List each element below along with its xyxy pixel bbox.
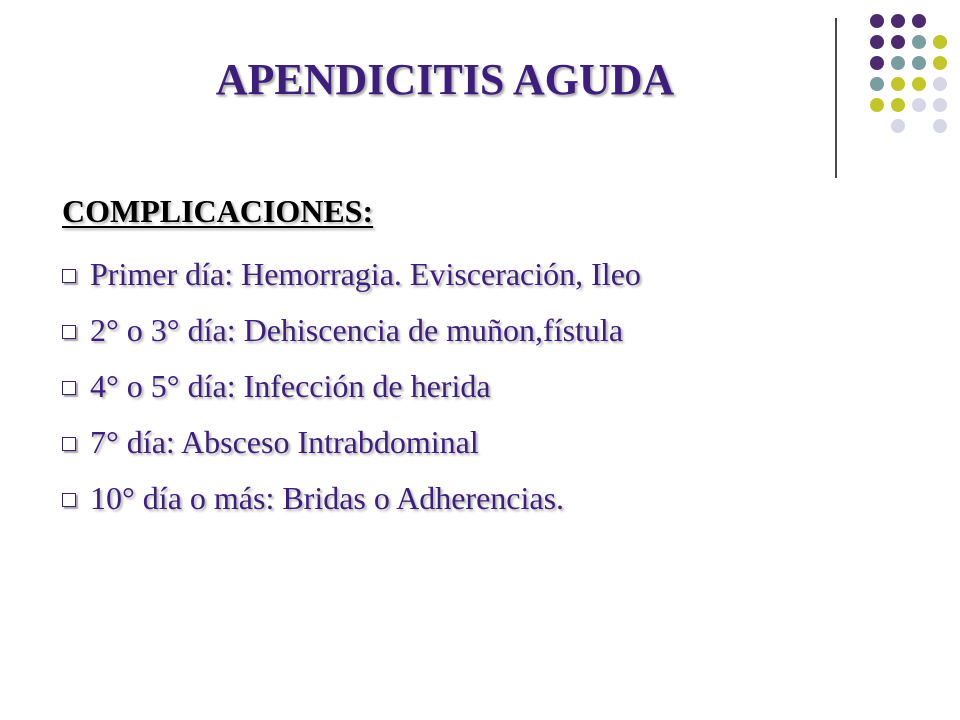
dot-lavender <box>933 119 947 133</box>
dot-olive <box>870 98 884 112</box>
square-outline-bullet-icon <box>62 325 76 339</box>
dot-teal <box>891 56 905 70</box>
dot-teal <box>912 56 926 70</box>
list-item <box>62 302 822 358</box>
slide-content <box>62 190 822 526</box>
list-item <box>62 358 822 414</box>
dot-purple <box>891 35 905 49</box>
decorative-dot-grid <box>842 14 952 159</box>
dot-lavender <box>912 98 926 112</box>
dot-purple <box>912 14 926 28</box>
square-outline-bullet-icon <box>62 269 76 283</box>
dot-olive <box>933 35 947 49</box>
dot-olive <box>912 77 926 91</box>
list-item-text: 4° o 5° día: Infección de herida <box>90 368 491 404</box>
list-item-text: 7° día: Absceso Intrabdominal <box>90 424 479 460</box>
list-item-text: Primer día: Hemorragia. Evisceración, Ileo <box>90 256 641 292</box>
dot-purple <box>870 35 884 49</box>
dot-olive <box>933 56 947 70</box>
dot-teal <box>912 35 926 49</box>
vertical-divider <box>835 18 837 178</box>
section-heading: COMPLICACIONES: <box>62 193 374 229</box>
complications-list <box>62 246 822 526</box>
dot-lavender <box>933 98 947 112</box>
square-outline-bullet-icon <box>62 437 76 451</box>
dot-purple <box>870 56 884 70</box>
list-item <box>62 470 822 526</box>
dot-purple <box>870 14 884 28</box>
list-item <box>62 246 822 302</box>
square-outline-bullet-icon <box>62 493 76 507</box>
square-outline-bullet-icon <box>62 381 76 395</box>
dot-lavender <box>891 119 905 133</box>
dot-teal <box>870 77 884 91</box>
dot-purple <box>891 14 905 28</box>
dot-olive <box>891 98 905 112</box>
dot-lavender <box>933 77 947 91</box>
list-item-text: 2° o 3° día: Dehiscencia de muñon,fístula <box>90 312 624 348</box>
list-item-text: 10° día o más: Bridas o Adherencias. <box>90 480 565 516</box>
list-item <box>62 414 822 470</box>
slide-title: APENDICITIS AGUDA <box>215 55 675 104</box>
dot-olive <box>891 77 905 91</box>
